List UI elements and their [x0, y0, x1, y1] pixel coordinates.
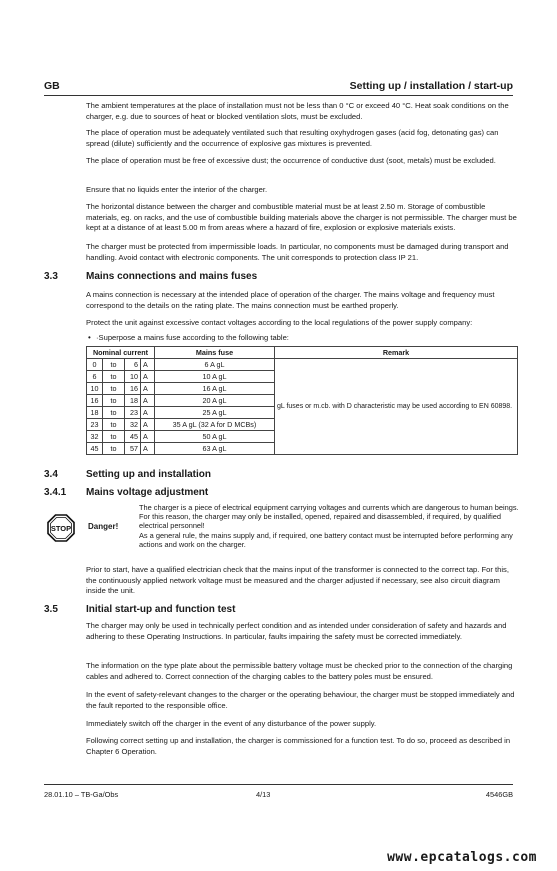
- danger-line: As a general rule, the mains supply and, if required, one battery contact must be interrupted before performing any actions and work on the charger.: [139, 530, 513, 549]
- footer-page-number: 4/13: [256, 790, 271, 799]
- intro-paragraph: The charger must be protected from impermissible loads. In particular, no components must be damaged during transport and handling. Avoid contact with electronic components. The unit corresponds to protection class IP 21.: [86, 242, 509, 262]
- danger-text-block: [139, 503, 519, 549]
- to-word: to: [103, 359, 125, 371]
- footer-rule: [44, 784, 513, 785]
- section-title: Setting up and installation: [86, 469, 211, 480]
- header-title: Setting up / installation / start-up: [349, 80, 513, 92]
- intro-paragraph: The place of operation must be adequately ventilated such that resulting oxyhydrogen gases (acid fog, detonating gas) can spread (dilute) sufficiently and the occurrence of explosive gas mixtures is prevented.: [86, 128, 499, 148]
- mains-fuse-table: [86, 346, 518, 455]
- to-word: to: [103, 443, 125, 455]
- fuse-value: 16 A gL: [155, 383, 275, 395]
- footer-date: 28.01.10 – TB-Ga/Obs: [44, 790, 119, 799]
- current-from: 10: [87, 383, 103, 395]
- table-row: [87, 359, 518, 371]
- current-to: 45: [125, 431, 141, 443]
- current-unit: A: [141, 371, 155, 383]
- danger-line: For this reason, the charger may only be installed, opened, repaired and disassembled, if required, by qualified electrical personnel!: [139, 512, 501, 531]
- to-word: to: [103, 431, 125, 443]
- header-rule: [44, 95, 513, 96]
- section-title: Initial start-up and function test: [86, 604, 236, 615]
- danger-label: Danger!: [88, 522, 119, 531]
- section-paragraph: In the event of safety-relevant changes to the charger or the operating behaviour, the charger must be stopped immediately and the fault reported to the responsible office.: [86, 690, 515, 710]
- section-number: 3.5: [44, 604, 58, 615]
- fuse-value: 6 A gL: [155, 359, 275, 371]
- footer-doc-id: 4546GB: [485, 790, 513, 799]
- stop-sign-icon: [47, 514, 75, 542]
- section-paragraph: Protect the unit against excessive contact voltages according to the local regulations of the power supply company:: [86, 318, 473, 327]
- current-to: 18: [125, 395, 141, 407]
- intro-paragraph: The ambient temperatures at the place of installation must not be less than 0 °C or exceed 40 °C. Heat soak conditions on the charger, e.g. due to sources of heat or blocked ventilation slots, must be excluded.: [86, 101, 509, 121]
- header-language: GB: [44, 80, 60, 92]
- current-from: 18: [87, 407, 103, 419]
- current-to: 23: [125, 407, 141, 419]
- current-from: 0: [87, 359, 103, 371]
- danger-line: The charger is a piece of electrical equipment carrying voltages and currents which are dangerous to human beings.: [139, 503, 519, 512]
- section-paragraph: The charger may only be used in technically perfect condition and as intended under consideration of safety and hazards and adhering to these Operating Instructions. In particular, faults impairing the safety must be corrected immediately.: [86, 621, 507, 641]
- column-header: Nominal current: [87, 347, 155, 359]
- fuse-value: 10 A gL: [155, 371, 275, 383]
- table-header-row: [87, 347, 518, 359]
- current-to: 32: [125, 419, 141, 431]
- stop-sign-text: STOP: [50, 523, 72, 533]
- section-paragraph: Following correct setting up and installation, the charger is commissioned for a function test. To do so, proceed as described in Chapter 6 Operation.: [86, 736, 511, 756]
- fuse-value: 50 A gL: [155, 431, 275, 443]
- current-to: 10: [125, 371, 141, 383]
- fuse-value: 63 A gL: [155, 443, 275, 455]
- current-from: 45: [87, 443, 103, 455]
- current-unit: A: [141, 443, 155, 455]
- section-title: Mains connections and mains fuses: [86, 271, 258, 282]
- to-word: to: [103, 371, 125, 383]
- remark-cell: gL fuses or m.cb. with D characteristic may be used according to EN 60898.: [275, 359, 518, 455]
- current-to: 57: [125, 443, 141, 455]
- section-paragraph: Prior to start, have a qualified electrician check that the mains input of the transformer is connected to the correct tap. For this, the continuously applied network voltage must be measured and the charger adjusted if necessary, see also circuit diagram inside the unit.: [86, 565, 509, 596]
- current-unit: A: [141, 383, 155, 395]
- fuse-value: 20 A gL: [155, 395, 275, 407]
- fuse-value: 25 A gL: [155, 407, 275, 419]
- current-unit: A: [141, 359, 155, 371]
- current-from: 23: [87, 419, 103, 431]
- intro-paragraph: Ensure that no liquids enter the interior of the charger.: [86, 185, 268, 194]
- section-number: 3.4: [44, 469, 58, 480]
- section-number: 3.3: [44, 271, 58, 282]
- current-to: 16: [125, 383, 141, 395]
- current-from: 6: [87, 371, 103, 383]
- section-paragraph: A mains connection is necessary at the intended place of operation of the charger. The mains voltage and frequency must correspond to the details on the rating plate. The mains connection must be earthed properly.: [86, 290, 495, 310]
- current-from: 16: [87, 395, 103, 407]
- fuse-value: 35 A gL (32 A for D MCBs): [155, 419, 275, 431]
- intro-paragraph: The place of operation must be free of excessive dust; the occurrence of conductive dust (soot, metals) must be excluded.: [86, 156, 496, 165]
- current-from: 32: [87, 431, 103, 443]
- to-word: to: [103, 395, 125, 407]
- watermark-text: www.epcatalogs.com: [387, 850, 537, 865]
- bullet-text: ·Superpose a mains fuse according to the following table:: [96, 333, 289, 342]
- current-unit: A: [141, 407, 155, 419]
- page-header: [44, 80, 513, 94]
- section-title: Mains voltage adjustment: [86, 487, 209, 498]
- to-word: to: [103, 419, 125, 431]
- bullet-icon: •: [88, 333, 91, 342]
- section-number: 3.4.1: [44, 487, 67, 498]
- intro-paragraph: The horizontal distance between the charger and combustible material must be at least 2.50 m. Storage of combustible materials, eg. on racks, and the use of combustible building materials above the charger is not permissible. The charger must be kept at a distance of at least 5.00 m from areas where a hazard of fire, explosion or explosive materials exists.: [86, 202, 517, 233]
- to-word: to: [103, 383, 125, 395]
- current-unit: A: [141, 419, 155, 431]
- current-unit: A: [141, 431, 155, 443]
- section-paragraph: Immediately switch off the charger in the event of any disturbance of the power supply.: [86, 719, 377, 728]
- current-unit: A: [141, 395, 155, 407]
- section-paragraph: The information on the type plate about the permissible battery voltage must be checked prior to the connection of the charging cables and adhered to. Correct connection of the charging cables to the battery poles must be ensured.: [86, 661, 513, 681]
- to-word: to: [103, 407, 125, 419]
- current-to: 6: [125, 359, 141, 371]
- column-header: Mains fuse: [155, 347, 275, 359]
- column-header: Remark: [275, 347, 518, 359]
